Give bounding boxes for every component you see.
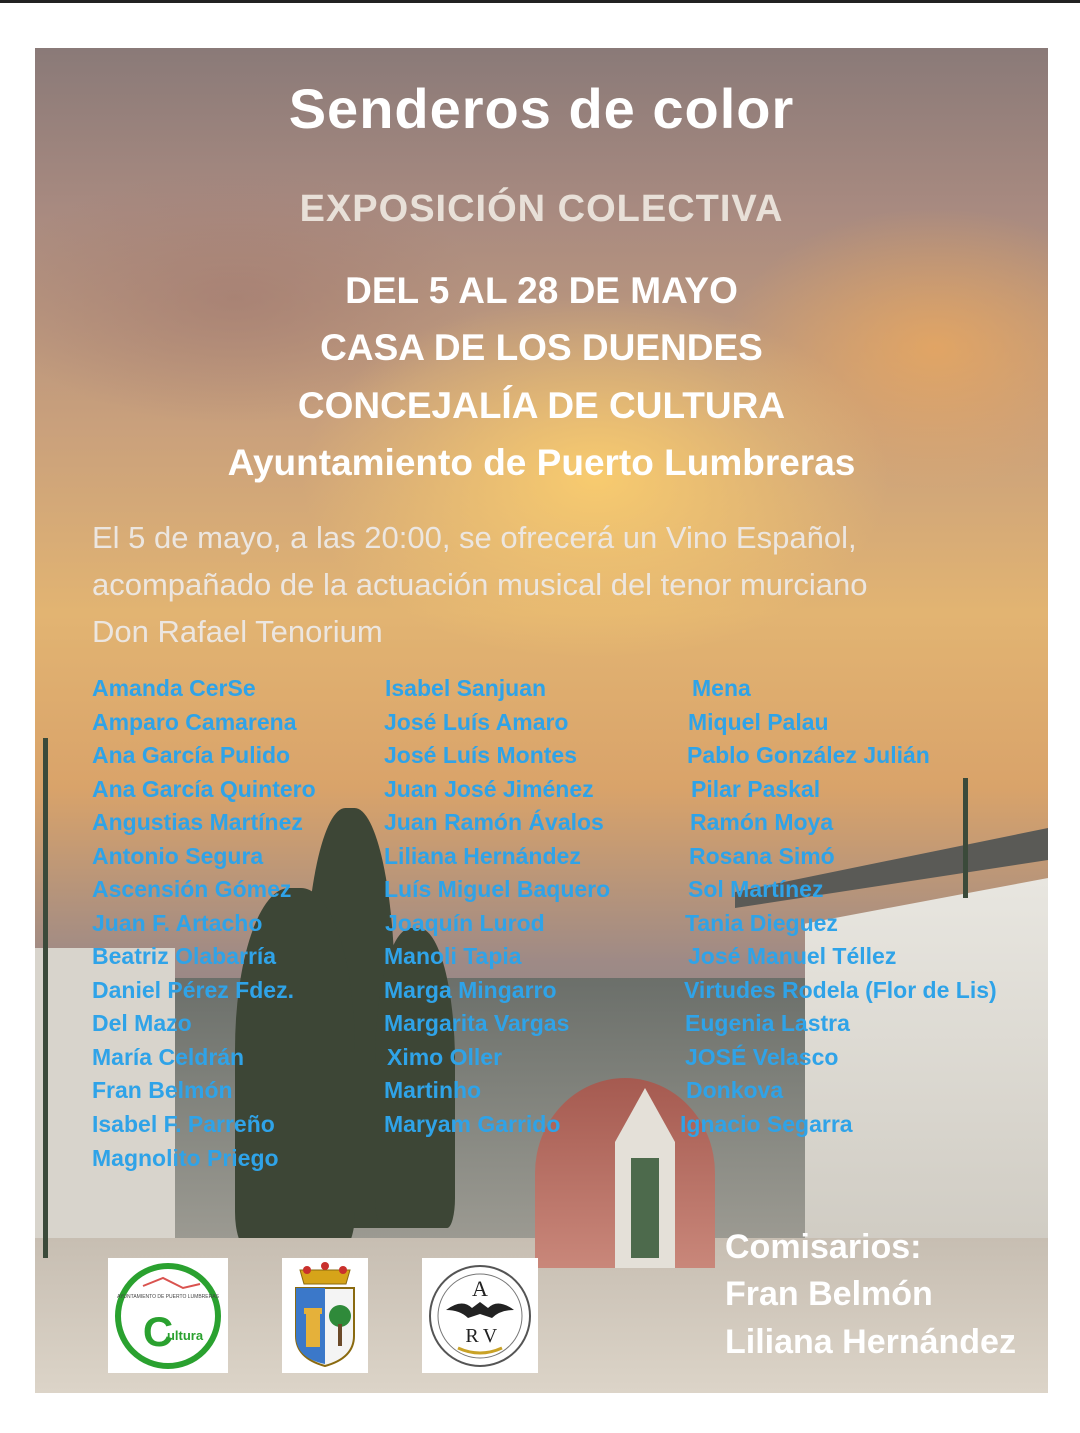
artist-name: Tania Dieguez xyxy=(685,910,838,936)
coat-of-arms-logo xyxy=(282,1258,368,1373)
artist-name: José Luís Amaro xyxy=(384,709,569,735)
artist-name: Ignacio Segarra xyxy=(680,1111,853,1137)
exhibition-venue: CASA DE LOS DUENDES xyxy=(320,327,763,368)
artist-name: Juan Ramón Ávalos xyxy=(384,809,604,835)
exhibition-council: Ayuntamiento de Puerto Lumbreras xyxy=(227,442,856,483)
artist-name: Ana García Quintero xyxy=(92,776,316,802)
artist-name: JOSÉ Velasco xyxy=(685,1044,839,1070)
artist-name: Isabel Sanjuan xyxy=(385,675,547,701)
exhibition-department: CONCEJALÍA DE CULTURA xyxy=(297,385,786,426)
artist-name: Martinho xyxy=(384,1077,482,1103)
curator-name: Liliana Hernández xyxy=(725,1323,1016,1361)
artist-name: Pilar Paskal xyxy=(691,776,821,802)
culture-logo-text: ultura xyxy=(166,1328,204,1343)
artist-name: Rosana Simó xyxy=(689,843,835,869)
artist-name: Beatriz Olabarría xyxy=(92,943,277,969)
tree xyxy=(235,888,355,1248)
artist-name: Margarita Vargas xyxy=(384,1010,570,1036)
artist-name: Marga Mingarro xyxy=(384,977,557,1003)
association-letter-r: R xyxy=(465,1325,479,1347)
artist-name: María Celdrán xyxy=(92,1044,245,1070)
artist-name: Juan F. Artacho xyxy=(92,910,263,936)
artist-name: Luís Miguel Baquero xyxy=(384,876,611,902)
artist-name: Virtudes Rodela (Flor de Lis) xyxy=(684,977,997,1003)
lamp-pole xyxy=(43,738,48,1258)
artist-name: Eugenia Lastra xyxy=(685,1010,850,1036)
association-letter-v: V xyxy=(482,1325,498,1347)
artist-name: Ximo Oller xyxy=(387,1044,503,1070)
artist-name: José Luís Montes xyxy=(384,742,577,768)
lamp-pole xyxy=(963,778,968,898)
artist-name: Fran Belmón xyxy=(92,1077,233,1103)
poster-subtitle: EXPOSICIÓN COLECTIVA xyxy=(299,188,784,230)
building-right xyxy=(805,878,1048,1258)
artist-name: Magnolito Priego xyxy=(92,1145,279,1171)
artist-name: Miquel Palau xyxy=(688,709,829,735)
artist-name: Juan José Jiménez xyxy=(384,776,594,802)
top-border xyxy=(0,0,1080,3)
artist-name: Manoli Tapia xyxy=(384,943,522,969)
shrine-door xyxy=(631,1158,659,1258)
artist-name: Amparo Camarena xyxy=(92,709,297,735)
culture-logo-letter: C xyxy=(142,1308,174,1355)
association-logo xyxy=(422,1258,538,1373)
poster-title: Senderos de color xyxy=(288,77,795,140)
association-letter-a: A xyxy=(472,1276,488,1301)
curator-name: Fran Belmón xyxy=(725,1275,933,1313)
artist-name: Liliana Hernández xyxy=(384,843,581,869)
curators-label: Comisarios: xyxy=(725,1228,922,1266)
description-line: Don Rafael Tenorium xyxy=(92,614,383,649)
poster xyxy=(35,48,1048,1393)
artist-name: Antonio Segura xyxy=(92,843,264,869)
artist-name: Amanda CerSe xyxy=(92,675,256,701)
artist-name: Ana García Pulido xyxy=(92,742,291,768)
artist-name: Joaquín Lurod xyxy=(385,910,545,936)
event-description xyxy=(92,514,1032,655)
artist-name: Isabel F. Parreño xyxy=(92,1111,275,1137)
artist-name: Pablo González Julián xyxy=(687,742,930,768)
description-line: acompañado de la actuación musical del tenor murciano xyxy=(92,567,868,602)
culture-logo-small-text: AYUNTAMIENTO DE PUERTO LUMBRERAS xyxy=(117,1294,219,1300)
artist-name: Donkova xyxy=(686,1077,784,1103)
artist-name: Ascensión Gómez xyxy=(92,876,292,902)
exhibition-dates: DEL 5 AL 28 DE MAYO xyxy=(345,270,738,311)
description-line: El 5 de mayo, a las 20:00, se ofrecerá un Vino Español, xyxy=(92,520,857,555)
artist-name: Angustias Martínez xyxy=(92,809,303,835)
artist-name: Mena xyxy=(692,675,751,701)
artist-name: Del Mazo xyxy=(92,1010,192,1036)
culture-logo xyxy=(108,1258,228,1373)
artist-name: Daniel Pérez Fdez. xyxy=(92,977,294,1003)
artist-name: Maryam Garrido xyxy=(384,1111,561,1137)
artist-name: Ramón Moya xyxy=(690,809,834,835)
artist-name: José Manuel Téllez xyxy=(688,943,897,969)
artist-name: Sol Martínez xyxy=(688,876,824,902)
